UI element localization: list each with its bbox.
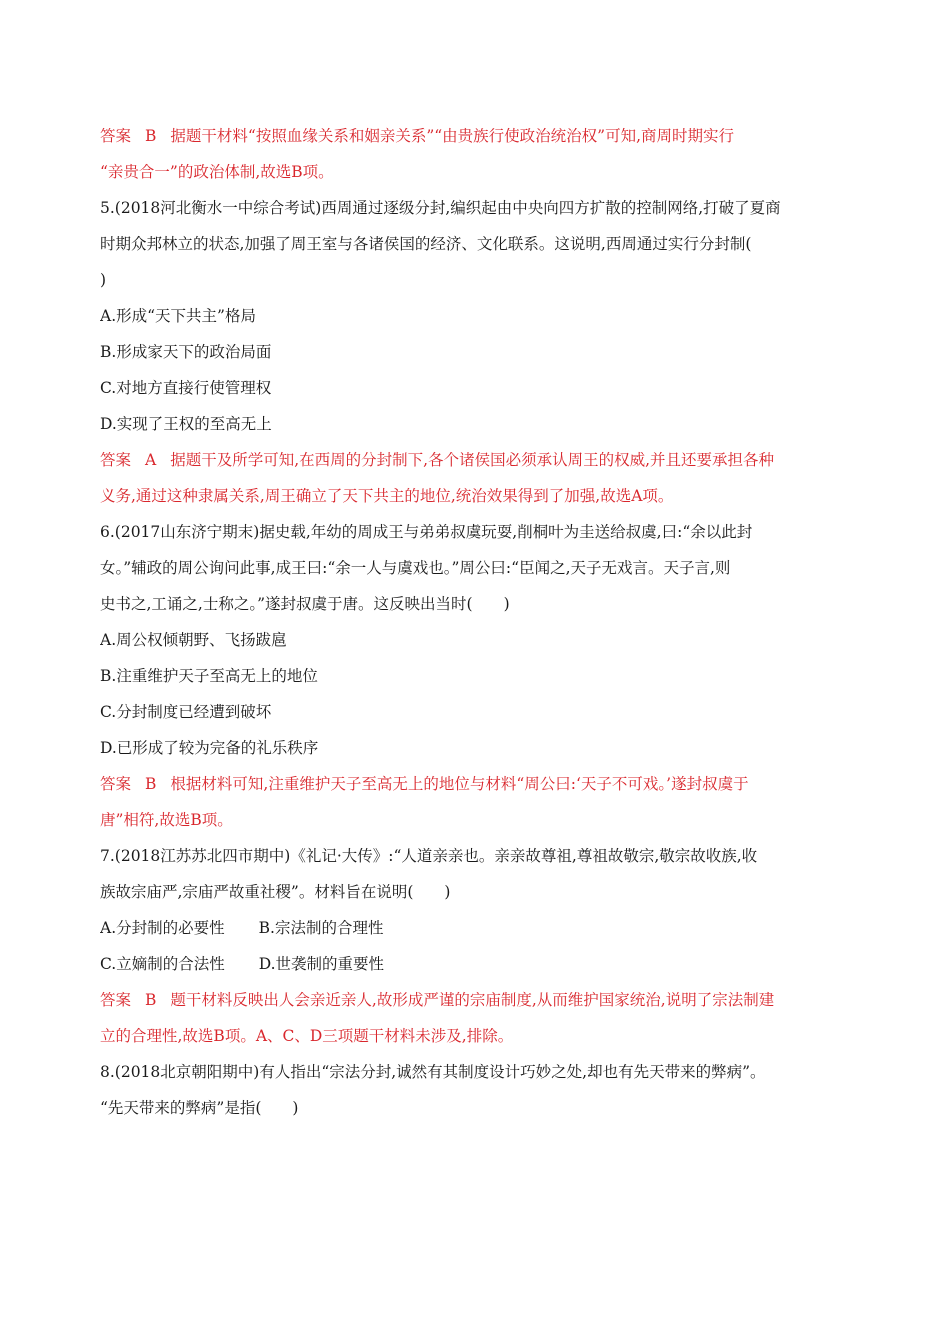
question-6-option-b: B.注重维护天子至高无上的地位: [100, 667, 318, 685]
question-5-line-2: 时期众邦林立的状态,加强了周王室与各诸侯国的经济、文化联系。这说明,西周通过实行分封制(: [100, 235, 752, 253]
answer-letter: A: [145, 451, 157, 469]
question-6-line-3: 史书之,工诵之,士称之。”遂封叔虞于唐。这反映出当时( ): [100, 595, 510, 613]
question-7-option-c: C.立嫡制的合法性: [100, 955, 225, 973]
document-page: [100, 118, 850, 1126]
question-8-line-2: “先天带来的弊病”是指( ): [100, 1099, 299, 1117]
answer-letter: B: [145, 775, 157, 793]
answer-text: 根据材料可知,注重维护天子至高无上的地位与材料“周公曰:‘天子不可戏。’遂封叔虞于: [170, 775, 749, 793]
question-7-option-a: A.分封制的必要性: [100, 919, 225, 937]
answer-6-line-1: [100, 766, 850, 802]
answer-tag: 答案: [100, 127, 132, 145]
answer-text: 据题干材料“按照血缘关系和姻亲关系”“由贵族行使政治统治权”可知,商周时期实行: [170, 127, 735, 145]
answer-4-line-2: “亲贵合一”的政治体制,故选B项。: [100, 163, 334, 181]
question-5-option-d: D.实现了王权的至高无上: [100, 415, 272, 433]
answer-tag: 答案: [100, 451, 132, 469]
question-5-line-1: 5.(2018河北衡水一中综合考试)西周通过逐级分封,编织起由中央向四方扩散的控制网络,打破了夏商: [100, 199, 781, 217]
question-7-options-row-2: [100, 946, 850, 982]
answer-7-line-1: [100, 982, 850, 1018]
answer-letter: B: [145, 991, 157, 1009]
answer-5-line-2: 义务,通过这种隶属关系,周王确立了天下共主的地位,统治效果得到了加强,故选A项。: [100, 487, 674, 505]
question-7-option-d: D.世袭制的重要性: [258, 955, 385, 973]
answer-text: 题干材料反映出人会亲近亲人,故形成严谨的宗庙制度,从而维护国家统治,说明了宗法制建: [170, 991, 775, 1009]
answer-6-line-2: 唐”相符,故选B项。: [100, 811, 233, 829]
question-5-option-c: C.对地方直接行使管理权: [100, 379, 272, 397]
question-6-option-c: C.分封制度已经遭到破坏: [100, 703, 272, 721]
answer-tag: 答案: [100, 991, 132, 1009]
question-6-line-1: 6.(2017山东济宁期末)据史载,年幼的周成王与弟弟叔虞玩耍,削桐叶为圭送给叔虞,曰:“余以此封: [100, 523, 753, 541]
answer-text: 据题干及所学可知,在西周的分封制下,各个诸侯国必须承认周王的权威,并且还要承担各种: [170, 451, 775, 469]
question-6-line-2: 女。”辅政的周公询问此事,成王曰:“余一人与虞戏也。”周公曰:“臣闻之,天子无戏言。天子言,则: [100, 559, 731, 577]
question-7-option-b: B.宗法制的合理性: [258, 919, 384, 937]
question-5-line-3: ): [100, 271, 107, 289]
question-7-line-2: 族故宗庙严,宗庙严故重社稷”。材料旨在说明( ): [100, 883, 451, 901]
answer-7-line-2: 立的合理性,故选B项。A、C、D三项题干材料未涉及,排除。: [100, 1027, 514, 1045]
question-5-option-b: B.形成家天下的政治局面: [100, 343, 272, 361]
question-8-line-1: 8.(2018北京朝阳期中)有人指出“宗法分封,诚然有其制度设计巧妙之处,却也有先天带来的弊病”。: [100, 1063, 766, 1081]
question-7-line-1: 7.(2018江苏苏北四市期中)《礼记·大传》:“人道亲亲也。亲亲故尊祖,尊祖故敬宗,敬宗故收族,收: [100, 847, 758, 865]
answer-tag: 答案: [100, 775, 132, 793]
answer-letter: B: [145, 127, 157, 145]
question-6-option-d: D.已形成了较为完备的礼乐秩序: [100, 739, 319, 757]
question-6-option-a: A.周公权倾朝野、飞扬跋扈: [100, 631, 287, 649]
question-7-options-row-1: [100, 910, 850, 946]
answer-4-line-1: [100, 118, 850, 154]
question-5-option-a: A.形成“天下共主”格局: [100, 307, 256, 325]
answer-5-line-1: [100, 442, 850, 478]
